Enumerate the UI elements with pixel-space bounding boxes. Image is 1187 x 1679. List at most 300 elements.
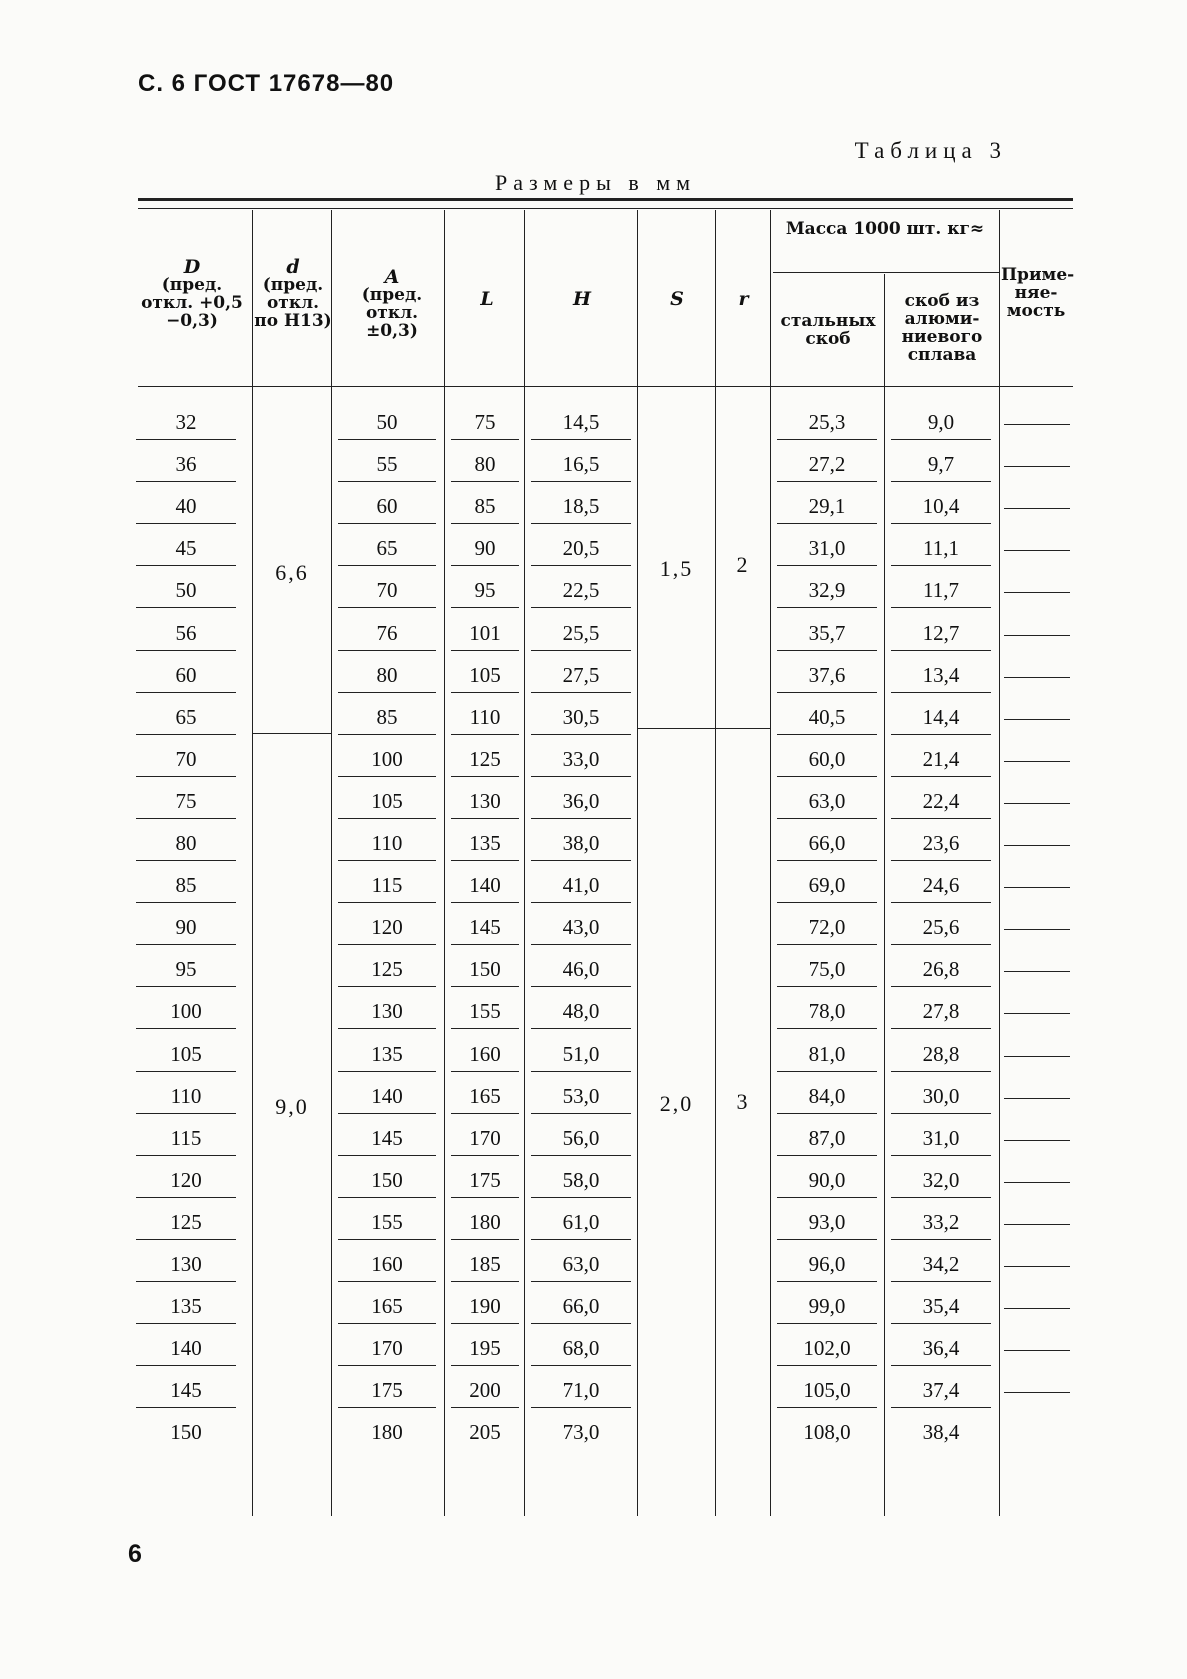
row-underline	[891, 1155, 991, 1156]
cell-m-alum: 33,2	[922, 1210, 960, 1234]
cell-H: 63,0	[562, 1252, 600, 1276]
cell-m-steel: 81,0	[808, 1042, 846, 1066]
cell-H: 25,5	[562, 621, 600, 645]
row-underline	[338, 1113, 436, 1114]
cell-A: 105	[371, 789, 403, 813]
row-underline	[891, 481, 991, 482]
group2-r: 3	[736, 1089, 750, 1114]
row-underline	[777, 439, 877, 440]
row-underline	[531, 1113, 631, 1114]
row-underline	[891, 439, 991, 440]
row-underline	[338, 481, 436, 482]
row-underline	[777, 607, 877, 608]
cell-m-steel: 40,5	[808, 705, 846, 729]
row-underline	[777, 1028, 877, 1029]
group2-s: 2,0	[659, 1091, 694, 1116]
col-header-D: D (пред. откл. +0,5 −0,3)	[141, 256, 243, 331]
applicability-blank	[1004, 971, 1070, 972]
cell-m-steel: 31,0	[808, 536, 846, 560]
cell-H: 58,0	[562, 1168, 600, 1192]
row-underline	[891, 523, 991, 524]
row-underline	[451, 565, 519, 566]
cell-D: 70	[175, 747, 197, 771]
row-underline	[136, 1113, 236, 1114]
col-header-A: A (пред. откл. ±0,3)	[361, 266, 423, 341]
applicability-blank	[1004, 508, 1070, 509]
row-underline	[777, 1323, 877, 1324]
row-underline	[451, 1407, 519, 1408]
cell-D: 56	[175, 621, 197, 645]
row-underline	[338, 1239, 436, 1240]
cell-D: 40	[175, 494, 197, 518]
cell-D: 75	[175, 789, 197, 813]
row-underline	[451, 986, 519, 987]
row-underline	[531, 902, 631, 903]
cell-m-alum: 12,7	[922, 621, 960, 645]
group-divider-d	[252, 733, 331, 734]
cell-L: 170	[469, 1126, 501, 1150]
cell-A: 70	[376, 578, 398, 602]
row-underline	[891, 902, 991, 903]
row-underline	[136, 818, 236, 819]
row-underline	[451, 1281, 519, 1282]
cell-A: 165	[371, 1294, 403, 1318]
cell-H: 22,5	[562, 578, 600, 602]
row-underline	[338, 1281, 436, 1282]
row-underline	[891, 1281, 991, 1282]
cell-A: 50	[376, 410, 398, 434]
row-underline	[451, 776, 519, 777]
cell-D: 32	[175, 410, 197, 434]
row-underline	[136, 1071, 236, 1072]
cell-m-alum: 37,4	[922, 1378, 960, 1402]
cell-m-steel: 63,0	[808, 789, 846, 813]
cell-H: 53,0	[562, 1084, 600, 1108]
row-underline	[136, 607, 236, 608]
row-underline	[451, 523, 519, 524]
cell-m-steel: 27,2	[808, 452, 846, 476]
cell-L: 185	[469, 1252, 501, 1276]
cell-D: 115	[170, 1126, 202, 1150]
cell-m-steel: 108,0	[803, 1420, 851, 1444]
cell-m-steel: 29,1	[808, 494, 846, 518]
cell-H: 71,0	[562, 1378, 600, 1402]
cell-m-alum: 21,4	[922, 747, 960, 771]
row-underline	[338, 1028, 436, 1029]
row-underline	[136, 1407, 236, 1408]
cell-H: 36,0	[562, 789, 600, 813]
row-underline	[451, 650, 519, 651]
row-underline	[777, 776, 877, 777]
col-divider	[524, 210, 525, 1516]
row-underline	[136, 776, 236, 777]
cell-L: 160	[469, 1042, 501, 1066]
cell-m-steel: 102,0	[803, 1336, 851, 1360]
cell-A: 175	[371, 1378, 403, 1402]
row-underline	[338, 1365, 436, 1366]
row-underline	[451, 439, 519, 440]
cell-m-steel: 66,0	[808, 831, 846, 855]
row-underline	[891, 1028, 991, 1029]
cell-m-alum: 25,6	[922, 915, 960, 939]
cell-D: 80	[175, 831, 197, 855]
cell-A: 115	[371, 873, 403, 897]
col-header-applicability: Приме-няе-мость	[1001, 265, 1075, 321]
row-underline	[531, 1071, 631, 1072]
row-underline	[338, 607, 436, 608]
cell-A: 65	[376, 536, 398, 560]
row-underline	[891, 776, 991, 777]
cell-m-steel: 84,0	[808, 1084, 846, 1108]
cell-m-alum: 14,4	[922, 705, 960, 729]
applicability-blank	[1004, 550, 1070, 551]
cell-D: 120	[170, 1168, 202, 1192]
applicability-blank	[1004, 592, 1070, 593]
row-underline	[777, 650, 877, 651]
row-underline	[891, 607, 991, 608]
cell-L: 145	[469, 915, 501, 939]
applicability-blank	[1004, 1350, 1070, 1351]
cell-L: 130	[469, 789, 501, 813]
applicability-blank	[1004, 761, 1070, 762]
row-underline	[136, 1197, 236, 1198]
row-underline	[531, 1155, 631, 1156]
cell-D: 65	[175, 705, 197, 729]
row-underline	[338, 650, 436, 651]
row-underline	[777, 986, 877, 987]
row-underline	[531, 565, 631, 566]
cell-H: 73,0	[562, 1420, 600, 1444]
cell-m-alum: 36,4	[922, 1336, 960, 1360]
cell-m-steel: 75,0	[808, 957, 846, 981]
cell-L: 105	[469, 663, 501, 687]
row-underline	[777, 944, 877, 945]
row-underline	[338, 860, 436, 861]
cell-m-alum: 11,7	[923, 578, 959, 602]
row-underline	[338, 1071, 436, 1072]
row-underline	[777, 565, 877, 566]
row-underline	[136, 650, 236, 651]
applicability-blank	[1004, 677, 1070, 678]
row-underline	[777, 902, 877, 903]
col-header-mass-alum: скоб из алюми-ниевого сплава	[901, 291, 983, 365]
cell-L: 101	[469, 621, 501, 645]
cell-m-alum: 26,8	[922, 957, 960, 981]
row-underline	[451, 692, 519, 693]
table-top-rule-2	[138, 208, 1073, 209]
cell-m-steel: 96,0	[808, 1252, 846, 1276]
applicability-blank	[1004, 635, 1070, 636]
row-underline	[777, 692, 877, 693]
row-underline	[531, 776, 631, 777]
cell-L: 90	[474, 536, 496, 560]
row-underline	[136, 860, 236, 861]
row-underline	[338, 565, 436, 566]
cell-A: 145	[371, 1126, 403, 1150]
cell-m-alum: 13,4	[922, 663, 960, 687]
cell-m-alum: 11,1	[923, 536, 959, 560]
row-underline	[451, 607, 519, 608]
cell-A: 85	[376, 705, 398, 729]
col-divider	[444, 210, 445, 1516]
cell-D: 45	[175, 536, 197, 560]
cell-m-steel: 105,0	[803, 1378, 851, 1402]
applicability-blank	[1004, 1266, 1070, 1267]
row-underline	[136, 986, 236, 987]
row-underline	[451, 902, 519, 903]
col-divider	[715, 210, 716, 1516]
group-divider-s-r	[637, 728, 770, 729]
row-underline	[338, 734, 436, 735]
row-underline	[531, 734, 631, 735]
applicability-blank	[1004, 1182, 1070, 1183]
row-underline	[531, 1281, 631, 1282]
cell-D: 130	[170, 1252, 202, 1276]
row-underline	[136, 944, 236, 945]
row-underline	[531, 944, 631, 945]
cell-H: 41,0	[562, 873, 600, 897]
mass-header-divider	[773, 272, 999, 273]
cell-A: 110	[371, 831, 403, 855]
applicability-blank	[1004, 1013, 1070, 1014]
cell-H: 46,0	[562, 957, 600, 981]
cell-H: 66,0	[562, 1294, 600, 1318]
row-underline	[136, 523, 236, 524]
cell-m-steel: 99,0	[808, 1294, 846, 1318]
cell-A: 60	[376, 494, 398, 518]
row-underline	[451, 860, 519, 861]
row-underline	[777, 1071, 877, 1072]
row-underline	[531, 1028, 631, 1029]
cell-L: 180	[469, 1210, 501, 1234]
col-divider	[252, 210, 253, 1516]
cell-m-alum: 9,0	[927, 410, 955, 434]
cell-L: 190	[469, 1294, 501, 1318]
row-underline	[531, 818, 631, 819]
row-underline	[777, 523, 877, 524]
cell-L: 110	[469, 705, 501, 729]
cell-m-steel: 90,0	[808, 1168, 846, 1192]
row-underline	[338, 902, 436, 903]
row-underline	[531, 523, 631, 524]
group1-r: 2	[736, 552, 750, 577]
col-header-d: d (пред. откл. по Н13)	[254, 256, 332, 331]
row-underline	[891, 1407, 991, 1408]
row-underline	[891, 1323, 991, 1324]
row-underline	[777, 860, 877, 861]
applicability-blank	[1004, 1392, 1070, 1393]
applicability-blank	[1004, 1224, 1070, 1225]
cell-D: 150	[170, 1420, 202, 1444]
cell-m-steel: 35,7	[808, 621, 846, 645]
row-underline	[338, 1197, 436, 1198]
applicability-blank	[1004, 424, 1070, 425]
cell-L: 135	[469, 831, 501, 855]
row-underline	[451, 1239, 519, 1240]
row-underline	[891, 650, 991, 651]
cell-H: 18,5	[562, 494, 600, 518]
col-divider	[331, 210, 332, 1516]
row-underline	[136, 1239, 236, 1240]
cell-m-alum: 38,4	[922, 1420, 960, 1444]
row-underline	[451, 944, 519, 945]
cell-m-steel: 87,0	[808, 1126, 846, 1150]
cell-D: 90	[175, 915, 197, 939]
cell-H: 30,5	[562, 705, 600, 729]
row-underline	[777, 1155, 877, 1156]
cell-m-alum: 22,4	[922, 789, 960, 813]
cell-A: 120	[371, 915, 403, 939]
group1-d: 6,6	[275, 560, 309, 585]
cell-A: 125	[371, 957, 403, 981]
cell-A: 150	[371, 1168, 403, 1192]
row-underline	[338, 986, 436, 987]
applicability-blank	[1004, 1056, 1070, 1057]
cell-A: 130	[371, 999, 403, 1023]
cell-m-steel: 78,0	[808, 999, 846, 1023]
applicability-blank	[1004, 1140, 1070, 1141]
cell-m-alum: 23,6	[922, 831, 960, 855]
row-underline	[531, 1365, 631, 1366]
row-underline	[338, 1155, 436, 1156]
cell-L: 85	[474, 494, 496, 518]
cell-L: 155	[469, 999, 501, 1023]
applicability-blank	[1004, 1308, 1070, 1309]
row-underline	[338, 692, 436, 693]
units-caption: Размеры в мм	[495, 170, 697, 195]
cell-L: 200	[469, 1378, 501, 1402]
cell-D: 110	[170, 1084, 202, 1108]
row-underline	[338, 1323, 436, 1324]
row-underline	[338, 818, 436, 819]
row-underline	[451, 1071, 519, 1072]
row-underline	[451, 1365, 519, 1366]
cell-D: 105	[170, 1042, 202, 1066]
row-underline	[891, 860, 991, 861]
applicability-blank	[1004, 466, 1070, 467]
cell-L: 95	[474, 578, 496, 602]
row-underline	[531, 1323, 631, 1324]
row-underline	[777, 1197, 877, 1198]
cell-L: 125	[469, 747, 501, 771]
row-underline	[891, 1071, 991, 1072]
cell-D: 50	[175, 578, 197, 602]
cell-m-steel: 32,9	[808, 578, 846, 602]
col-divider	[884, 274, 885, 1516]
row-underline	[777, 481, 877, 482]
cell-L: 80	[474, 452, 496, 476]
cell-m-steel: 25,3	[808, 410, 846, 434]
row-underline	[136, 902, 236, 903]
cell-A: 100	[371, 747, 403, 771]
cell-m-alum: 27,8	[922, 999, 960, 1023]
cell-D: 36	[175, 452, 197, 476]
cell-H: 38,0	[562, 831, 600, 855]
applicability-blank	[1004, 845, 1070, 846]
row-underline	[531, 1197, 631, 1198]
row-underline	[136, 692, 236, 693]
cell-A: 140	[371, 1084, 403, 1108]
row-underline	[451, 1155, 519, 1156]
applicability-blank	[1004, 803, 1070, 804]
row-underline	[777, 1239, 877, 1240]
cell-H: 16,5	[562, 452, 600, 476]
cell-m-steel: 69,0	[808, 873, 846, 897]
row-underline	[136, 439, 236, 440]
header-bottom-rule	[138, 386, 1073, 387]
row-underline	[451, 1113, 519, 1114]
row-underline	[451, 818, 519, 819]
cell-m-alum: 34,2	[922, 1252, 960, 1276]
cell-L: 140	[469, 873, 501, 897]
applicability-blank	[1004, 929, 1070, 930]
col-header-mass-steel: стальных скоб	[780, 311, 876, 349]
cell-D: 140	[170, 1336, 202, 1360]
cell-D: 60	[175, 663, 197, 687]
cell-m-alum: 10,4	[922, 494, 960, 518]
applicability-blank	[1004, 887, 1070, 888]
row-underline	[136, 1155, 236, 1156]
row-underline	[338, 523, 436, 524]
cell-H: 27,5	[562, 663, 600, 687]
cell-L: 205	[469, 1420, 501, 1444]
row-underline	[891, 986, 991, 987]
row-underline	[451, 481, 519, 482]
col-header-r: r	[738, 288, 749, 310]
row-underline	[338, 1407, 436, 1408]
cell-D: 125	[170, 1210, 202, 1234]
cell-H: 56,0	[562, 1126, 600, 1150]
row-underline	[136, 734, 236, 735]
applicability-blank	[1004, 1098, 1070, 1099]
row-underline	[338, 439, 436, 440]
cell-D: 85	[175, 873, 197, 897]
cell-m-alum: 24,6	[922, 873, 960, 897]
col-divider	[999, 210, 1000, 1516]
col-divider	[770, 210, 771, 1516]
row-underline	[891, 1239, 991, 1240]
row-underline	[451, 734, 519, 735]
row-underline	[531, 607, 631, 608]
row-underline	[891, 944, 991, 945]
row-underline	[777, 734, 877, 735]
row-underline	[338, 944, 436, 945]
cell-m-alum: 31,0	[922, 1126, 960, 1150]
col-header-mass: Масса 1000 шт. кг≈	[785, 219, 985, 239]
row-underline	[531, 692, 631, 693]
cell-m-steel: 37,6	[808, 663, 846, 687]
cell-m-steel: 93,0	[808, 1210, 846, 1234]
row-underline	[531, 439, 631, 440]
applicability-blank	[1004, 719, 1070, 720]
table-name: Таблица 3	[854, 138, 1007, 163]
cell-L: 150	[469, 957, 501, 981]
page-header: С. 6 ГОСТ 17678—80	[138, 70, 395, 97]
cell-L: 75	[474, 410, 496, 434]
cell-D: 100	[170, 999, 202, 1023]
cell-A: 180	[371, 1420, 403, 1444]
cell-m-alum: 28,8	[922, 1042, 960, 1066]
row-underline	[136, 1281, 236, 1282]
cell-D: 95	[175, 957, 197, 981]
row-underline	[891, 1365, 991, 1366]
cell-A: 55	[376, 452, 398, 476]
cell-H: 20,5	[562, 536, 600, 560]
col-header-S: S	[670, 288, 684, 310]
cell-H: 33,0	[562, 747, 600, 771]
cell-A: 76	[376, 621, 398, 645]
cell-m-alum: 30,0	[922, 1084, 960, 1108]
